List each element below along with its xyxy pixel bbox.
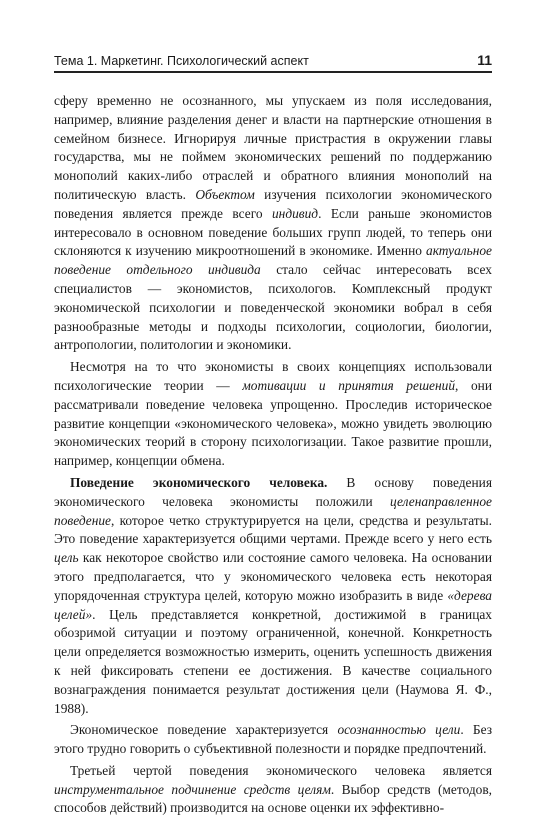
text-run: Третьей чертой поведения экономического человека является: [70, 762, 492, 778]
page-body: [54, 92, 492, 818]
text-run: стало сейчас интересовать всех специалистов — экономистов, психологов. Комплексный продукт экономической психологии и поведенческой экономики вобрал в себя разнообразные методы и подходы психологии, социологии, биологии, антропологии, политологии и экономики.: [54, 262, 492, 353]
italic-run: Объектом: [195, 186, 255, 202]
italic-run: осознанностью цели: [337, 722, 461, 738]
text-run: . Если раньше экономистов интересовало в основном поведение больших групп людей, то теперь они склоняются к изучению микроотношений в экономике. Именно: [54, 205, 492, 259]
bold-run: Поведение экономического человека.: [70, 474, 328, 490]
text-run: изучения психологии экономического поведения является прежде всего: [54, 186, 493, 221]
italic-run: «дерева целей»: [54, 587, 492, 622]
text-run: . Цель представляется конкретной, достижимой в границах обозримой ситуации и поэтому ограниченной, конечной. Конкретность цели определяется возможностью измерить, оценить успешность движения к ней фиксировать степени ее достижения. В качестве социального вознаграждения понимается результат достижения цели (Наумова Я. Ф., 1988).: [54, 606, 492, 716]
text-run: , они рассматривали поведение человека упрощенно. Проследив историческое развитие концепции «экономического человека», можно увидеть эволюцию экономических теорий в сторону психологизации. Такое развитие прошли, например, концепции обмена.: [54, 377, 492, 469]
italic-run: актуальное поведение отдельного индивида: [54, 243, 492, 278]
paragraph: [54, 92, 492, 355]
text-run: . Без этого трудно говорить о субъективной полезности и порядке предпочтений.: [54, 722, 493, 757]
italic-run: целенаправленное поведение: [54, 493, 492, 528]
text-run: Экономическое поведение характеризуется: [70, 722, 338, 738]
text-run: В основу поведения экономического человека экономисты положили: [54, 474, 492, 509]
paragraph: [54, 721, 492, 759]
italic-run: индивид: [271, 205, 319, 221]
paragraph: [54, 358, 492, 471]
paragraph: [54, 762, 492, 818]
text-run: , которое четко структурируется на цели, средства и результаты. Это поведение характеризуется общими чертами. Прежде всего у него есть: [54, 512, 492, 547]
running-header: [54, 52, 492, 73]
paragraph: [54, 474, 492, 718]
text-run: сферу временно не осознанного, мы упускаем из поля исследования, например, влияние разделения денег и власти на партнерские отношения в семейном бизнесе. Игнорируя личные пристрастия в окружении главы государства, мы не поймем экономических решений по поддержанию монополий каких-либо отраслей и обратного влияния монополий на политическую власть.: [54, 93, 492, 202]
page-number: 11: [477, 52, 492, 68]
text-run: . Выбор средств (методов, способов действий) производится на основе оценки их эффективно-: [54, 781, 492, 816]
text-run: как некоторое свойство или состояние самого человека. На основании этого предполагается, что у экономического человека есть некоторая упорядоченная структура целей, которую можно изобразить в виде: [54, 550, 492, 603]
italic-run: инструментальное подчинение средств целям: [54, 781, 331, 797]
text-run: Несмотря на то что экономисты в своих концепциях использовали психологические теории —: [54, 359, 492, 393]
italic-run: мотивации и принятия решений: [242, 377, 456, 393]
book-page: [54, 52, 492, 821]
running-title: Тема 1. Маркетинг. Психологический аспект: [54, 54, 309, 68]
italic-run: цель: [54, 550, 79, 566]
